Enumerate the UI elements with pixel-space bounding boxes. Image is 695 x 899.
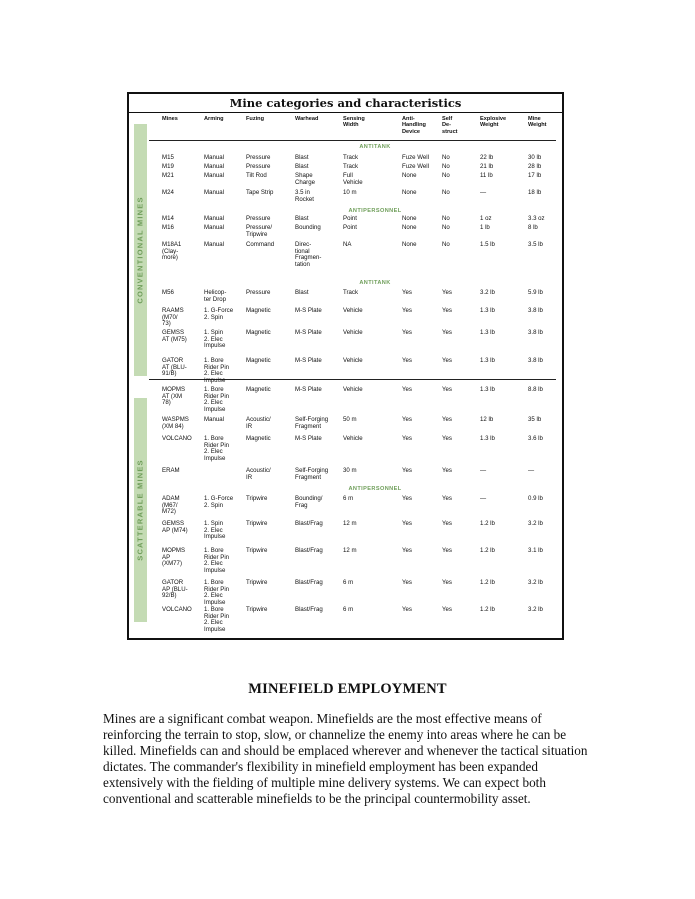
cell-warhead: Self-Forging Fragment (295, 416, 329, 430)
cell-warhead: Bounding (295, 224, 321, 231)
cell-self: Yes (442, 579, 452, 586)
cell-anti: None (402, 189, 417, 196)
cell-mine: GEMSS AT (M75) (162, 329, 187, 343)
cell-mine: M21 (162, 172, 174, 179)
cell-arming: 1. Bore Rider Pin 2. Elec Impulse (204, 357, 230, 385)
cell-mine: MOPMS AT (XM 78) (162, 386, 186, 407)
cell-sensing: 12 m (343, 520, 357, 527)
cell-arming: Manual (204, 172, 224, 179)
cell-anti: Yes (402, 289, 412, 296)
cell-arming: Manual (204, 189, 224, 196)
cell-arming: Manual (204, 154, 224, 161)
cell-mine: GEMSS AP (M74) (162, 520, 188, 534)
cell-explosive: 1.3 lb (480, 329, 495, 336)
cell-fuzing: Magnetic (246, 357, 271, 364)
cell-fuzing: Pressure/ Tripwire (246, 224, 273, 238)
cell-explosive: 1.2 lb (480, 579, 495, 586)
cell-fuzing: Pressure (246, 163, 271, 170)
cell-fuzing: Magnetic (246, 307, 271, 314)
cell-sensing: Point (343, 215, 357, 222)
cell-sensing: Vehicle (343, 357, 363, 364)
cell-mine: ADAM (M67/ M72) (162, 495, 180, 516)
cell-self: No (442, 154, 450, 161)
section-label: ANTIPERSONNEL (348, 208, 402, 214)
cell-sensing: Track (343, 163, 359, 170)
column-header-self: Self De- struct (442, 116, 458, 135)
cell-anti: None (402, 215, 417, 222)
cell-anti: Yes (402, 495, 412, 502)
cell-mine: M15 (162, 154, 174, 161)
cell-sensing: Vehicle (343, 329, 363, 336)
cell-fuzing: Tripwire (246, 579, 268, 586)
cell-anti: Yes (402, 307, 412, 314)
cell-anti: Yes (402, 416, 412, 423)
cell-self: Yes (442, 520, 452, 527)
cell-fuzing: Magnetic (246, 329, 271, 336)
cell-self: Yes (442, 547, 452, 554)
cell-explosive: — (480, 495, 487, 502)
cell-warhead: M-S Plate (295, 386, 322, 393)
cell-self: No (442, 189, 450, 196)
cell-warhead: Blast/Frag (295, 606, 323, 613)
cell-warhead: 3.5 in Rocket (295, 189, 314, 203)
cell-arming: Manual (204, 241, 224, 248)
cell-explosive: 1.2 lb (480, 547, 495, 554)
cell-anti: Yes (402, 435, 412, 442)
cell-mine: M56 (162, 289, 174, 296)
cell-fuzing: Tape Strip (246, 189, 274, 196)
cell-self: Yes (442, 289, 452, 296)
cell-self: No (442, 163, 450, 170)
cell-warhead: M-S Plate (295, 307, 322, 314)
column-header-mine: Mines (162, 116, 178, 122)
cell-sensing: 50 m (343, 416, 357, 423)
cell-weight: 30 lb (528, 154, 542, 161)
body-paragraph: Mines are a significant combat weapon. Minefields are the most effective means of reinforcing the terrain to stop, slow, or channelize the enemy into areas where he can be killed. Minefields can and should be emplaced wherever and whenever the tactical situation dictates. The commander's flexibility in minefield employment has been expanded extensively with the fielding of multiple mine delivery systems. We can expect both conventional and scatterable minefields to be the principal countermobility asset. (103, 711, 588, 806)
cell-warhead: Self-Forging Fragment (295, 467, 329, 481)
cell-mine: M19 (162, 163, 174, 170)
cell-arming: Manual (204, 163, 224, 170)
cell-arming: 1. Bore Rider Pin 2. Elec Impulse (204, 386, 230, 414)
cell-sensing: 6 m (343, 606, 354, 613)
cell-mine: RAAMS (M70/ 73) (162, 307, 184, 328)
cell-fuzing: Tilt Rod (246, 172, 267, 179)
cell-self: Yes (442, 307, 452, 314)
cell-warhead: M-S Plate (295, 357, 322, 364)
cell-warhead: Blast/Frag (295, 520, 323, 527)
cell-mine: M18A1 (Clay- more) (162, 241, 182, 262)
cell-fuzing: Pressure (246, 289, 271, 296)
scatterable-side-label: SCATTERABLE MINES (135, 459, 145, 561)
cell-fuzing: Tripwire (246, 606, 268, 613)
cell-mine: M24 (162, 189, 174, 196)
cell-weight: — (528, 467, 535, 474)
cell-warhead: Blast (295, 154, 309, 161)
cell-warhead: Blast (295, 289, 309, 296)
section-label: ANTITANK (359, 144, 391, 150)
column-header-warhead: Warhead (295, 116, 319, 122)
cell-weight: 3.6 lb (528, 435, 543, 442)
cell-arming: 1. Bore Rider Pin 2. Elec Impulse (204, 435, 230, 463)
cell-arming: Manual (204, 215, 224, 222)
cell-explosive: 1.3 lb (480, 435, 495, 442)
cell-mine: VOLCANO (162, 606, 192, 613)
cell-explosive: — (480, 189, 487, 196)
cell-explosive: 1 lb (480, 224, 490, 231)
cell-arming: Manual (204, 416, 224, 423)
cell-warhead: Bounding/ Frag (295, 495, 323, 509)
cell-weight: 0.9 lb (528, 495, 543, 502)
cell-sensing: Full Vehicle (343, 172, 363, 186)
cell-warhead: Shape Charge (295, 172, 315, 186)
cell-fuzing: Pressure (246, 154, 271, 161)
cell-fuzing: Acoustic/ IR (246, 467, 271, 481)
cell-arming: Helicop- ter Drop (204, 289, 227, 303)
column-header-sensing: Sensing Width (343, 116, 365, 129)
cell-explosive: 1.5 lb (480, 241, 495, 248)
cell-sensing: Vehicle (343, 435, 363, 442)
cell-anti: Fuze Well (402, 154, 429, 161)
cell-arming: 1. G-Force 2. Spin (204, 495, 234, 509)
cell-explosive: 1.3 lb (480, 357, 495, 364)
cell-weight: 5.9 lb (528, 289, 543, 296)
cell-mine: ERAM (162, 467, 180, 474)
section-label: ANTITANK (359, 280, 391, 286)
cell-arming: Manual (204, 224, 224, 231)
column-header-arming: Arming (204, 116, 224, 122)
cell-sensing: Vehicle (343, 307, 363, 314)
cell-mine: GATOR AT (BLU- 91/B) (162, 357, 187, 378)
cell-weight: 3.2 lb (528, 606, 543, 613)
cell-mine: M14 (162, 215, 174, 222)
column-header-weight: Mine Weight (528, 116, 547, 129)
cell-weight: 18 lb (528, 189, 542, 196)
cell-mine: MOPMS AP (XM77) (162, 547, 186, 568)
cell-weight: 3.2 lb (528, 520, 543, 527)
cell-arming: 1. G-Force 2. Spin (204, 307, 234, 321)
cell-explosive: 11 lb (480, 172, 493, 179)
cell-weight: 3.5 lb (528, 241, 543, 248)
cell-explosive: 21 lb (480, 163, 494, 170)
cell-fuzing: Pressure (246, 215, 271, 222)
cell-weight: 3.1 lb (528, 547, 543, 554)
cell-warhead: M-S Plate (295, 435, 322, 442)
cell-self: No (442, 241, 450, 248)
cell-warhead: Blast (295, 163, 309, 170)
cell-warhead: Blast/Frag (295, 579, 323, 586)
cell-anti: Yes (402, 579, 412, 586)
cell-explosive: 1.3 lb (480, 386, 495, 393)
cell-weight: 17 lb (528, 172, 542, 179)
cell-fuzing: Tripwire (246, 547, 268, 554)
cell-explosive: 3.2 lb (480, 289, 495, 296)
cell-weight: 3.2 lb (528, 579, 543, 586)
cell-fuzing: Acoustic/ IR (246, 416, 271, 430)
cell-anti: Yes (402, 467, 412, 474)
section-label: ANTIPERSONNEL (348, 486, 402, 492)
cell-weight: 3.8 lb (528, 329, 543, 336)
cell-anti: None (402, 172, 417, 179)
cell-anti: Yes (402, 329, 412, 336)
cell-fuzing: Magnetic (246, 435, 271, 442)
cell-weight: 3.8 lb (528, 357, 543, 364)
cell-fuzing: Magnetic (246, 386, 271, 393)
cell-arming: 1. Bore Rider Pin 2. Elec Impulse (204, 606, 230, 634)
mine-table-figure (127, 92, 564, 640)
cell-explosive: 1 oz (480, 215, 492, 222)
cell-weight: 8 lb (528, 224, 538, 231)
cell-self: Yes (442, 495, 452, 502)
cell-arming: 1. Bore Rider Pin 2. Elec Impulse (204, 579, 230, 607)
cell-self: Yes (442, 467, 452, 474)
cell-weight: 35 lb (528, 416, 542, 423)
cell-mine: GATOR AP (BLU- 92/B) (162, 579, 188, 600)
cell-sensing: 10 m (343, 189, 357, 196)
cell-arming: 1. Bore Rider Pin 2. Elec Impulse (204, 547, 230, 575)
column-header-fuzing: Fuzing (246, 116, 265, 122)
cell-self: No (442, 224, 450, 231)
cell-anti: Yes (402, 357, 412, 364)
column-header-explosive: Explosive Weight (480, 116, 507, 129)
header-rule (149, 140, 556, 141)
cell-self: No (442, 172, 450, 179)
cell-anti: None (402, 224, 417, 231)
cell-sensing: 30 m (343, 467, 357, 474)
cell-self: Yes (442, 329, 452, 336)
cell-self: No (442, 215, 450, 222)
cell-sensing: 12 m (343, 547, 357, 554)
column-header-anti: Anti- Handling Device (402, 116, 426, 135)
cell-explosive: 1.2 lb (480, 520, 495, 527)
cell-sensing: Point (343, 224, 357, 231)
cell-self: Yes (442, 606, 452, 613)
cell-mine: WASPMS (XM 84) (162, 416, 189, 430)
cell-fuzing: Command (246, 241, 275, 248)
cell-explosive: — (480, 467, 487, 474)
cell-sensing: NA (343, 241, 352, 248)
cell-self: Yes (442, 357, 452, 364)
cell-warhead: Blast/Frag (295, 547, 323, 554)
cell-warhead: M-S Plate (295, 329, 322, 336)
cell-anti: Fuze Well (402, 163, 429, 170)
cell-sensing: 6 m (343, 579, 354, 586)
cell-warhead: Direc- tional Fragmen- tation (295, 241, 322, 269)
cell-anti: Yes (402, 386, 412, 393)
cell-sensing: 6 m (343, 495, 354, 502)
cell-self: Yes (442, 386, 452, 393)
cell-explosive: 22 lb (480, 154, 494, 161)
cell-arming: 1. Spin 2. Elec Impulse (204, 329, 226, 350)
cell-anti: Yes (402, 547, 412, 554)
figure-title: Mine categories and characteristics (129, 94, 562, 113)
cell-sensing: Vehicle (343, 386, 363, 393)
cell-anti: Yes (402, 520, 412, 527)
cell-sensing: Track (343, 289, 359, 296)
cell-fuzing: Tripwire (246, 520, 268, 527)
cell-anti: Yes (402, 606, 412, 613)
conventional-side-label: CONVENTIONAL MINES (135, 196, 145, 304)
cell-warhead: Blast (295, 215, 309, 222)
cell-mine: M16 (162, 224, 174, 231)
cell-self: Yes (442, 435, 452, 442)
section-heading: MINEFIELD EMPLOYMENT (248, 681, 447, 697)
cell-fuzing: Tripwire (246, 495, 268, 502)
cell-explosive: 1.2 lb (480, 606, 495, 613)
cell-weight: 28 lb (528, 163, 542, 170)
cell-arming: 1. Spin 2. Elec Impulse (204, 520, 226, 541)
cell-sensing: Track (343, 154, 359, 161)
cell-explosive: 1.3 lb (480, 307, 495, 314)
cell-self: Yes (442, 416, 452, 423)
cell-mine: VOLCANO (162, 435, 192, 442)
cell-anti: None (402, 241, 417, 248)
cell-weight: 3.8 lb (528, 307, 543, 314)
cell-weight: 3.3 oz (528, 215, 545, 222)
cell-weight: 8.8 lb (528, 386, 543, 393)
cell-explosive: 12 lb (480, 416, 494, 423)
